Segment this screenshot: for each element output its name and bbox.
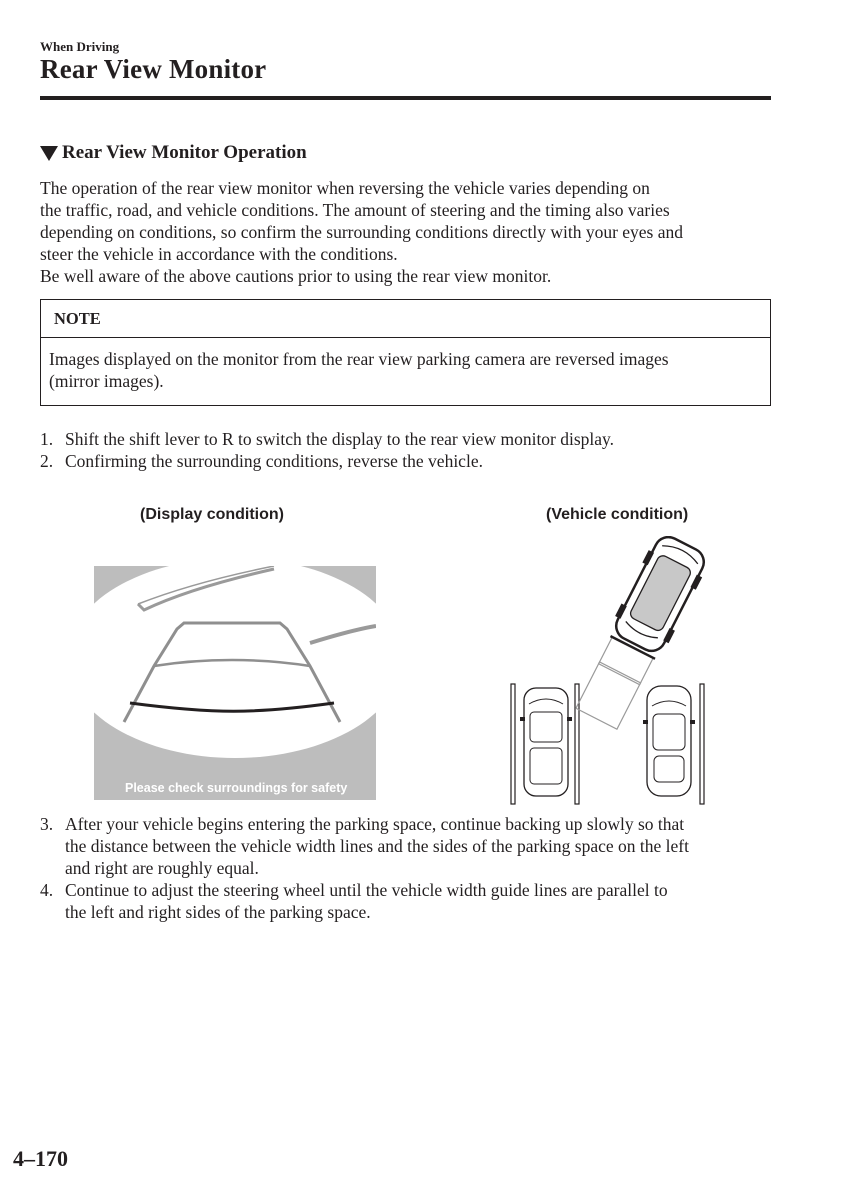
step-line: Confirming the surrounding conditions, reverse the vehicle.	[65, 451, 483, 471]
intro-line: the traffic, road, and vehicle conditions. The amount of steering and the timing also varies	[40, 200, 670, 220]
triangle-down-icon	[40, 146, 58, 161]
step-line: the left and right sides of the parking space.	[65, 902, 371, 922]
list-item	[40, 450, 775, 472]
vehicle-condition-illustration	[505, 536, 720, 806]
title-divider	[40, 96, 771, 100]
step-number: 3.	[40, 814, 54, 834]
section-label: When Driving	[40, 39, 120, 54]
monitor-view-area	[94, 566, 376, 758]
step-line: the distance between the vehicle width lines and the sides of the parking space on the left	[65, 836, 689, 856]
parking-line-center	[575, 684, 579, 804]
parking-line-left	[511, 684, 515, 804]
intro-line: Be well aware of the above cautions prior to using the rear view monitor.	[40, 266, 552, 286]
note-box	[40, 299, 771, 406]
step-number: 2.	[40, 451, 54, 471]
step-number: 1.	[40, 429, 54, 449]
note-line: Images displayed on the monitor from the rear view parking camera are reversed images	[49, 349, 669, 369]
monitor-message: Please check surroundings for safety	[125, 781, 348, 795]
note-body	[49, 348, 761, 392]
note-label: NOTE	[54, 309, 101, 328]
list-item	[40, 428, 775, 450]
step-number: 4.	[40, 880, 54, 900]
step-line: Continue to adjust the steering wheel until the vehicle width guide lines are parallel to	[65, 880, 668, 900]
parking-line-right	[700, 684, 704, 804]
steps-list-b	[40, 813, 775, 923]
monitor-display-illustration	[94, 566, 376, 800]
parked-car-right	[643, 686, 695, 796]
page-number: 4–170	[13, 1146, 68, 1171]
intro-line: The operation of the rear view monitor when reversing the vehicle varies depending on	[40, 178, 650, 198]
steps-list-a	[40, 428, 775, 472]
step-line: and right are roughly equal.	[65, 858, 259, 878]
intro-paragraph	[40, 177, 775, 287]
list-item	[40, 879, 775, 923]
intro-line: depending on conditions, so confirm the surrounding conditions directly with your eyes and	[40, 222, 684, 242]
section-heading	[40, 142, 307, 164]
note-line: (mirror images).	[49, 371, 164, 391]
vehicle-condition-caption: (Vehicle condition)	[546, 506, 689, 523]
projected-path-far	[576, 662, 641, 729]
step-line: Shift the shift lever to R to switch the display to the rear view monitor display.	[65, 429, 615, 449]
parked-car-left	[520, 688, 572, 796]
list-item	[40, 813, 775, 879]
intro-line: steer the vehicle in accordance with the conditions.	[40, 244, 398, 264]
display-condition-caption: (Display condition)	[140, 506, 284, 523]
step-line: After your vehicle begins entering the parking space, continue backing up slowly so that	[65, 814, 685, 834]
note-header	[41, 300, 770, 338]
section-heading-text: Rear View Monitor Operation	[62, 142, 307, 163]
page-title: Rear View Monitor	[40, 54, 267, 84]
